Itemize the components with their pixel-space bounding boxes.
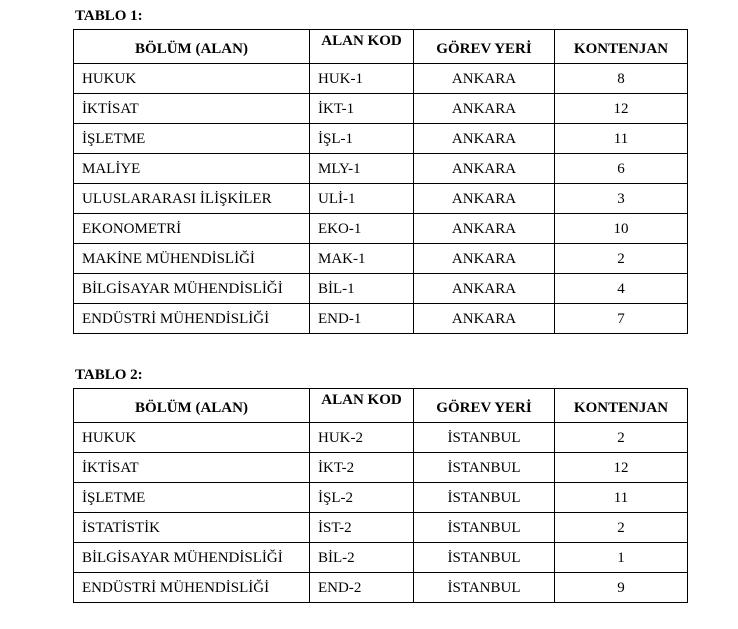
table-row: [74, 483, 688, 513]
quota-cell: 2: [555, 244, 688, 274]
header-duty-location: GÖREV YERİ: [414, 30, 555, 64]
quota-cell: 12: [555, 453, 688, 483]
header-department: BÖLÜM (ALAN): [74, 30, 310, 64]
table-1-caption: TABLO 1:: [75, 8, 143, 24]
duty-location-cell: İSTANBUL: [414, 573, 555, 603]
table-row: [74, 184, 688, 214]
department-cell: HUKUK: [74, 64, 310, 94]
duty-location-cell: ANKARA: [414, 304, 555, 334]
duty-location-cell: İSTANBUL: [414, 483, 555, 513]
field-code-cell: END-1: [310, 304, 414, 334]
department-cell: ENDÜSTRİ MÜHENDİSLİĞİ: [74, 304, 310, 334]
field-code-cell: İST-2: [310, 513, 414, 543]
quota-table-ankara: [73, 29, 688, 334]
header-quota: KONTENJAN: [555, 30, 688, 64]
quota-cell: 2: [555, 423, 688, 453]
table-row: [74, 214, 688, 244]
quota-cell: 11: [555, 124, 688, 154]
duty-location-cell: ANKARA: [414, 184, 555, 214]
table-row: [74, 423, 688, 453]
header-department: BÖLÜM (ALAN): [74, 389, 310, 423]
department-cell: İŞLETME: [74, 483, 310, 513]
duty-location-cell: İSTANBUL: [414, 543, 555, 573]
header-row: [74, 30, 688, 64]
field-code-cell: İKT-2: [310, 453, 414, 483]
field-code-cell: BİL-2: [310, 543, 414, 573]
table-row: [74, 543, 688, 573]
header-row: [74, 389, 688, 423]
field-code-cell: HUK-1: [310, 64, 414, 94]
department-cell: İŞLETME: [74, 124, 310, 154]
field-code-cell: MAK-1: [310, 244, 414, 274]
table-2-caption: TABLO 2:: [75, 367, 143, 383]
table-row: [74, 154, 688, 184]
duty-location-cell: İSTANBUL: [414, 513, 555, 543]
duty-location-cell: ANKARA: [414, 64, 555, 94]
field-code-cell: END-2: [310, 573, 414, 603]
field-code-cell: MLY-1: [310, 154, 414, 184]
header-duty-location: GÖREV YERİ: [414, 389, 555, 423]
quota-cell: 2: [555, 513, 688, 543]
table-row: [74, 573, 688, 603]
quota-cell: 1: [555, 543, 688, 573]
department-cell: MAKİNE MÜHENDİSLİĞİ: [74, 244, 310, 274]
table-row: [74, 64, 688, 94]
quota-cell: 11: [555, 483, 688, 513]
department-cell: ULUSLARARASI İLİŞKİLER: [74, 184, 310, 214]
department-cell: İSTATİSTİK: [74, 513, 310, 543]
quota-cell: 7: [555, 304, 688, 334]
table-row: [74, 244, 688, 274]
table-row: [74, 274, 688, 304]
field-code-cell: ULİ-1: [310, 184, 414, 214]
duty-location-cell: ANKARA: [414, 244, 555, 274]
quota-cell: 8: [555, 64, 688, 94]
duty-location-cell: ANKARA: [414, 274, 555, 304]
duty-location-cell: İSTANBUL: [414, 423, 555, 453]
table-row: [74, 94, 688, 124]
department-cell: HUKUK: [74, 423, 310, 453]
field-code-cell: İKT-1: [310, 94, 414, 124]
quota-cell: 4: [555, 274, 688, 304]
field-code-cell: İŞL-2: [310, 483, 414, 513]
quota-cell: 10: [555, 214, 688, 244]
duty-location-cell: İSTANBUL: [414, 453, 555, 483]
quota-table-istanbul: [73, 388, 688, 603]
table-row: [74, 453, 688, 483]
duty-location-cell: ANKARA: [414, 214, 555, 244]
field-code-cell: HUK-2: [310, 423, 414, 453]
table-row: [74, 513, 688, 543]
department-cell: EKONOMETRİ: [74, 214, 310, 244]
department-cell: İKTİSAT: [74, 94, 310, 124]
department-cell: ENDÜSTRİ MÜHENDİSLİĞİ: [74, 573, 310, 603]
table-row: [74, 304, 688, 334]
department-cell: MALİYE: [74, 154, 310, 184]
field-code-cell: İŞL-1: [310, 124, 414, 154]
header-field-code: ALAN KOD: [310, 389, 414, 423]
field-code-cell: BİL-1: [310, 274, 414, 304]
department-cell: İKTİSAT: [74, 453, 310, 483]
header-quota: KONTENJAN: [555, 389, 688, 423]
department-cell: BİLGİSAYAR MÜHENDİSLİĞİ: [74, 274, 310, 304]
duty-location-cell: ANKARA: [414, 94, 555, 124]
quota-cell: 9: [555, 573, 688, 603]
quota-cell: 6: [555, 154, 688, 184]
table-row: [74, 124, 688, 154]
duty-location-cell: ANKARA: [414, 154, 555, 184]
quota-cell: 3: [555, 184, 688, 214]
department-cell: BİLGİSAYAR MÜHENDİSLİĞİ: [74, 543, 310, 573]
quota-cell: 12: [555, 94, 688, 124]
field-code-cell: EKO-1: [310, 214, 414, 244]
header-field-code: ALAN KOD: [310, 30, 414, 64]
duty-location-cell: ANKARA: [414, 124, 555, 154]
